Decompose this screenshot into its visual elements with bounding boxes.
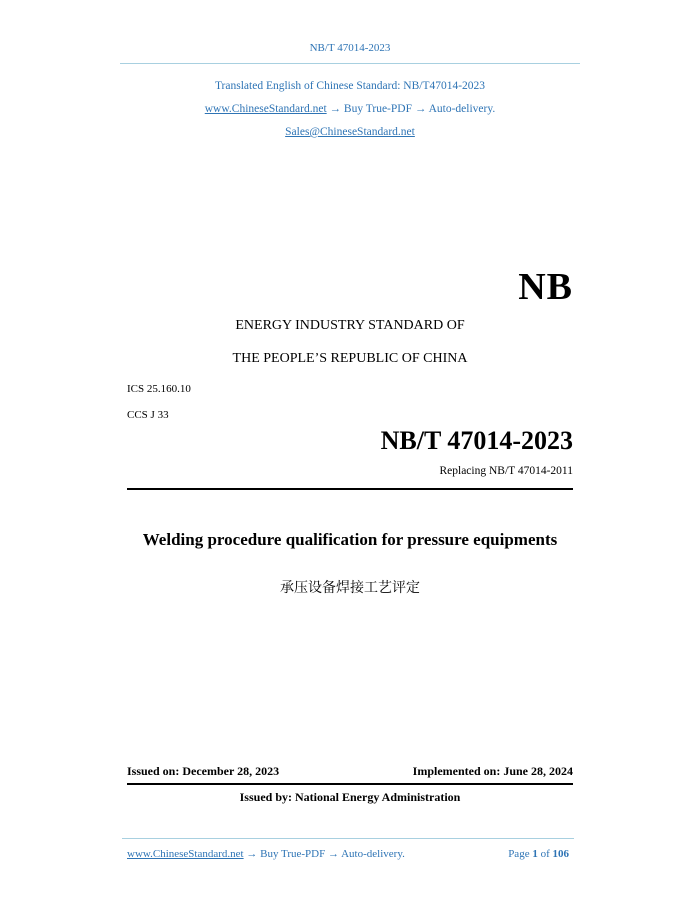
implemented-date: Implemented on: June 28, 2024 xyxy=(412,764,573,778)
header-standard-code: NB/T 47014-2023 xyxy=(309,42,391,54)
replacing-note: Replacing NB/T 47014-2011 xyxy=(439,465,573,477)
of-label: of xyxy=(540,848,550,860)
promo-buy-line xyxy=(0,103,700,115)
title-divider xyxy=(127,488,573,490)
promo-email-link[interactable]: Sales@ChineseStandard.net xyxy=(285,126,415,138)
nb-logo: NB xyxy=(518,266,573,308)
document-title-chinese: 承压设备焊接工艺评定 xyxy=(280,580,420,596)
total-pages: 106 xyxy=(552,848,569,860)
standard-number: NB/T 47014-2023 xyxy=(380,426,573,455)
promo-website-link[interactable]: www.ChineseStandard.net xyxy=(204,103,327,115)
issued-date: Issued on: December 28, 2023 xyxy=(127,764,280,778)
promo-translation-line: Translated English of Chinese Standard: NB/T47014-2023 xyxy=(214,80,486,92)
page-number: 1 xyxy=(532,848,538,860)
header-divider xyxy=(120,63,580,64)
document-title-english: Welding procedure qualification for pressure equipments xyxy=(142,530,558,549)
footer-promo xyxy=(127,848,405,860)
promo-buy-text: → Buy True-PDF → Auto-delivery. xyxy=(326,103,496,115)
issued-by: Issued by: National Energy Administration xyxy=(239,790,461,804)
promo-email-line xyxy=(0,126,700,138)
ccs-code: CCS J 33 xyxy=(127,409,169,421)
page-indicator xyxy=(508,848,569,860)
footer-website-link[interactable]: www.ChineseStandard.net xyxy=(127,848,244,860)
industry-standard-line2: THE PEOPLE’S REPUBLIC OF CHINA xyxy=(232,351,468,366)
issue-divider xyxy=(127,783,573,785)
footer-divider xyxy=(122,838,574,839)
ics-code: ICS 25.160.10 xyxy=(127,383,191,395)
industry-standard-line1: ENERGY INDUSTRY STANDARD OF xyxy=(235,318,465,333)
page-label: Page xyxy=(508,848,530,860)
footer-buy-text: → Buy True-PDF → Auto-delivery. xyxy=(243,848,405,860)
